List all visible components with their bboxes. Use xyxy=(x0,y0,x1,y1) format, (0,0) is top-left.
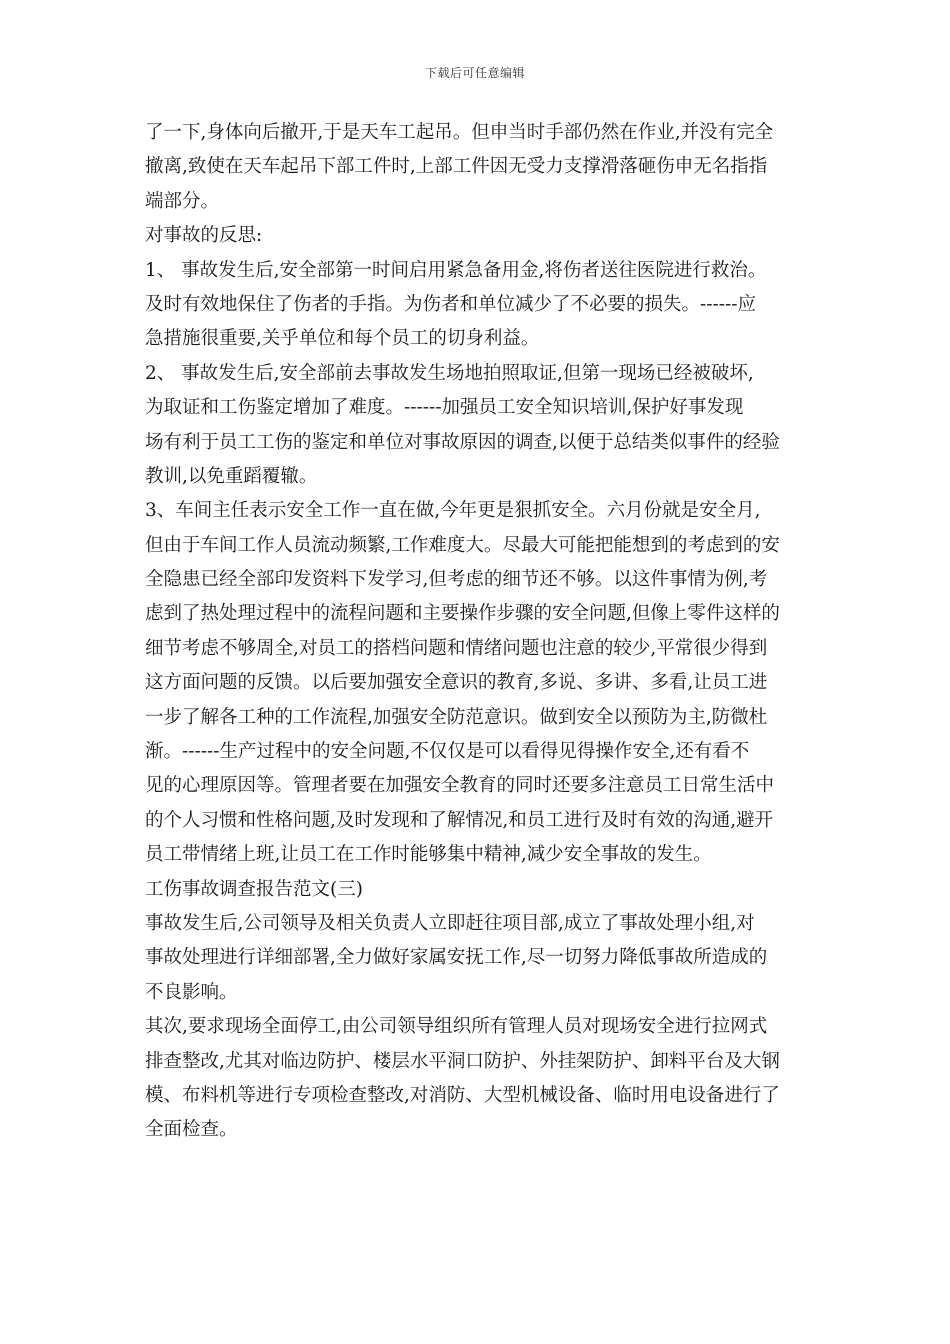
text-line: 及时有效地保住了伤者的手指。为伤者和单位减少了不必要的损失。------应 xyxy=(145,293,757,315)
text-line: 全隐患已经全部印发资料下发学习,但考虑的细节还不够。以这件事情为例,考 xyxy=(145,569,768,591)
text-line: 其次,要求现场全面停工,由公司领导组织所有管理人员对现场安全进行拉网式 xyxy=(145,1016,768,1038)
text-line: 事故处理进行详细部署,全力做好家属安抚工作,尽一切努力降低事故所造成的 xyxy=(145,947,768,969)
document-body xyxy=(145,116,810,1148)
text-line: 为取证和工伤鉴定增加了难度。------加强员工安全知识培训,保护好事发现 xyxy=(145,397,744,419)
text-line: 1、 事故发生后,安全部第一时间启用紧急备用金,将伤者送往医院进行救治。 xyxy=(145,259,767,281)
text-line: 的个人习惯和性格问题,及时发现和了解情况,和员工进行及时有效的沟通,避开 xyxy=(145,809,774,831)
text-line: 3、车间主任表示安全工作一直在做,今年更是狠抓安全。六月份就是安全月, xyxy=(145,500,761,522)
text-line: 不良影响。 xyxy=(145,981,238,1003)
text-line: 见的心理原因等。管理者要在加强安全教育的同时还要多注意员工日常生活中 xyxy=(145,775,775,797)
section-heading: 工伤事故调查报告范文(三) xyxy=(145,878,363,900)
text-line: 撤离,致使在天车起吊下部工件时,上部工件因无受力支撑滑落砸伤申无名指指 xyxy=(145,156,768,178)
text-line: 事故发生后,公司领导及相关负责人立即赶往项目部,成立了事故处理小组,对 xyxy=(145,912,755,934)
text-line: 2、 事故发生后,安全部前去事故发生场地拍照取证,但第一现场已经被破坏, xyxy=(145,362,754,384)
text-line: 但由于车间工作人员流动频繁,工作难度大。尽最大可能把能想到的考虑到的安 xyxy=(145,534,780,556)
text-line: 端部分。 xyxy=(145,190,220,212)
text-line: 全面检查。 xyxy=(145,1119,238,1141)
text-line: 排查整改,尤其对临边防护、楼层水平洞口防护、外挂架防护、卸料平台及大钢 xyxy=(145,1050,780,1072)
section-heading: 对事故的反思: xyxy=(145,225,263,247)
text-line: 急措施很重要,关乎单位和每个员工的切身利益。 xyxy=(145,328,540,350)
text-line: 这方面问题的反馈。以后要加强安全意识的教育,多说、多讲、多看,让员工进 xyxy=(145,672,768,694)
text-line: 了一下,身体向后撤开,于是天车工起吊。但申当时手部仍然在作业,并没有完全 xyxy=(145,122,774,143)
text-line: 虑到了热处理过程中的流程问题和主要操作步骤的安全问题,但像上零件这样的 xyxy=(145,603,780,625)
text-line: 模、布料机等进行专项检查整改,对消防、大型机械设备、临时用电设备进行了 xyxy=(145,1084,780,1106)
text-line: 细节考虑不够周全,对员工的搭档问题和情绪问题也注意的较少,平常很少得到 xyxy=(145,637,768,659)
text-line: 员工带情绪上班,让员工在工作时能够集中精神,减少安全事故的发生。 xyxy=(145,844,712,866)
text-line: 教训,以免重蹈覆辙。 xyxy=(145,465,318,487)
text-line: 一步了解各工种的工作流程,加强安全防范意识。做到安全以预防为主,防微杜 xyxy=(145,706,768,728)
text-line: 场有利于员工工伤的鉴定和单位对事故原因的调查,以便于总结类似事件的经验 xyxy=(145,431,780,453)
page-header: 下载后可任意编辑 xyxy=(424,66,525,80)
text-line: 渐。------生产过程中的安全问题,不仅仅是可以看得见得操作安全,还有看不 xyxy=(145,741,750,763)
